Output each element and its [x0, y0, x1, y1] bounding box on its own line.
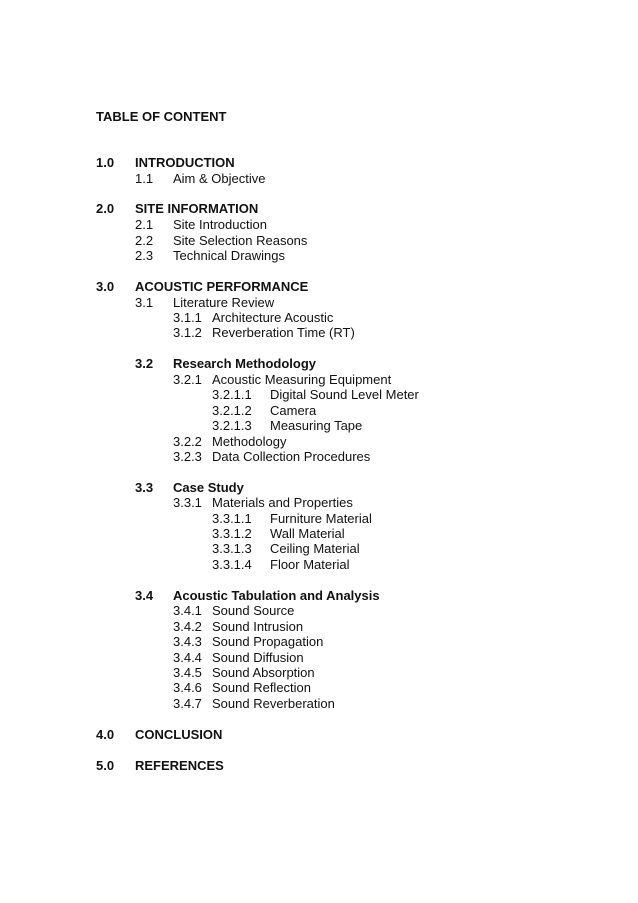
toc-entry-label: Floor Material — [270, 557, 350, 572]
toc-entry-number: 3.4.5 — [173, 665, 202, 680]
toc-entry-number: 2.0 — [96, 201, 115, 216]
toc-entry-label: Sound Source — [212, 603, 295, 618]
toc-entry-label: Technical Drawings — [173, 248, 285, 263]
toc-entry-label: Literature Review — [173, 295, 275, 310]
toc-entry-label: Methodology — [212, 434, 287, 449]
toc-entry-label: Sound Reverberation — [212, 696, 335, 711]
toc-entry-number: 3.1 — [135, 295, 154, 310]
toc-entry-number: 3.2.3 — [173, 449, 202, 464]
toc-entry-label: CONCLUSION — [135, 727, 223, 742]
toc-entry-number: 4.0 — [96, 727, 115, 742]
toc-entry-label: Reverberation Time (RT) — [212, 325, 355, 340]
toc-entry-number: 3.4.3 — [173, 634, 202, 649]
toc-entry-label: Aim & Objective — [173, 171, 266, 186]
toc-entry-label: Case Study — [173, 480, 244, 495]
toc-entry-number: 3.3.1.4 — [212, 557, 252, 572]
toc-entry-label: Acoustic Measuring Equipment — [212, 372, 392, 387]
toc-entry-label: Ceiling Material — [270, 541, 360, 556]
toc-entry-number: 3.0 — [96, 279, 115, 294]
toc-entry-number: 1.0 — [96, 155, 115, 170]
toc-entry-label: Site Introduction — [173, 217, 267, 232]
toc-entry-label: Furniture Material — [270, 511, 372, 526]
toc-entry-number: 3.4.2 — [173, 619, 202, 634]
toc-entry-number: 3.2.2 — [173, 434, 202, 449]
toc-entry-number: 5.0 — [96, 758, 115, 773]
toc-entry-number: 3.3.1.1 — [212, 511, 252, 526]
toc-entry-number: 3.3.1 — [173, 495, 202, 510]
toc-entry-label: Site Selection Reasons — [173, 233, 308, 248]
toc-entry-number: 3.2 — [135, 356, 154, 371]
toc-entry-label: REFERENCES — [135, 758, 224, 773]
toc-entry-label: Sound Absorption — [212, 665, 315, 680]
toc-entry-label: Sound Propagation — [212, 634, 324, 649]
toc-entry-label: ACOUSTIC PERFORMANCE — [135, 279, 309, 294]
toc-entry-label: Wall Material — [270, 526, 345, 541]
toc-entry-number: 3.1.2 — [173, 325, 202, 340]
toc-entry-number: 3.4.1 — [173, 603, 202, 618]
toc-entry-label: SITE INFORMATION — [135, 201, 259, 216]
toc-entry-number: 3.2.1.1 — [212, 387, 252, 402]
toc-entry-label: Digital Sound Level Meter — [270, 387, 419, 402]
toc-entry-number: 2.2 — [135, 233, 154, 248]
toc-entry-number: 3.4.6 — [173, 680, 202, 695]
toc-entry-number: 3.2.1.3 — [212, 418, 252, 433]
toc-entry-number: 3.4.7 — [173, 696, 202, 711]
toc-entry-label: Data Collection Procedures — [212, 449, 371, 464]
toc-entry-label: Camera — [270, 403, 317, 418]
toc-entry-number: 3.3.1.2 — [212, 526, 252, 541]
toc-entry-label: Sound Diffusion — [212, 650, 304, 665]
toc-entry-label: INTRODUCTION — [135, 155, 235, 170]
toc-entry-label: Materials and Properties — [212, 495, 353, 510]
toc-entry-number: 3.1.1 — [173, 310, 202, 325]
toc-entry-label: Architecture Acoustic — [212, 310, 334, 325]
toc-entry-label: Research Methodology — [173, 356, 317, 371]
toc-entry-number: 3.3.1.3 — [212, 541, 252, 556]
toc-entry-number: 2.3 — [135, 248, 154, 263]
toc-entry-number: 3.2.1.2 — [212, 403, 252, 418]
toc-entry-number: 1.1 — [135, 171, 154, 186]
toc-entry-label: Acoustic Tabulation and Analysis — [173, 588, 380, 603]
toc-entry-label: Sound Intrusion — [212, 619, 304, 634]
toc-entry-number: 2.1 — [135, 217, 154, 232]
toc-entry-number: 3.3 — [135, 480, 154, 495]
page-title: TABLE OF CONTENT — [96, 109, 227, 124]
toc-entry-number: 3.2.1 — [173, 372, 202, 387]
toc-entry-number: 3.4.4 — [173, 650, 202, 665]
toc-entry-number: 3.4 — [135, 588, 154, 603]
toc-entry-label: Measuring Tape — [270, 418, 363, 433]
toc-entry-label: Sound Reflection — [212, 680, 312, 695]
